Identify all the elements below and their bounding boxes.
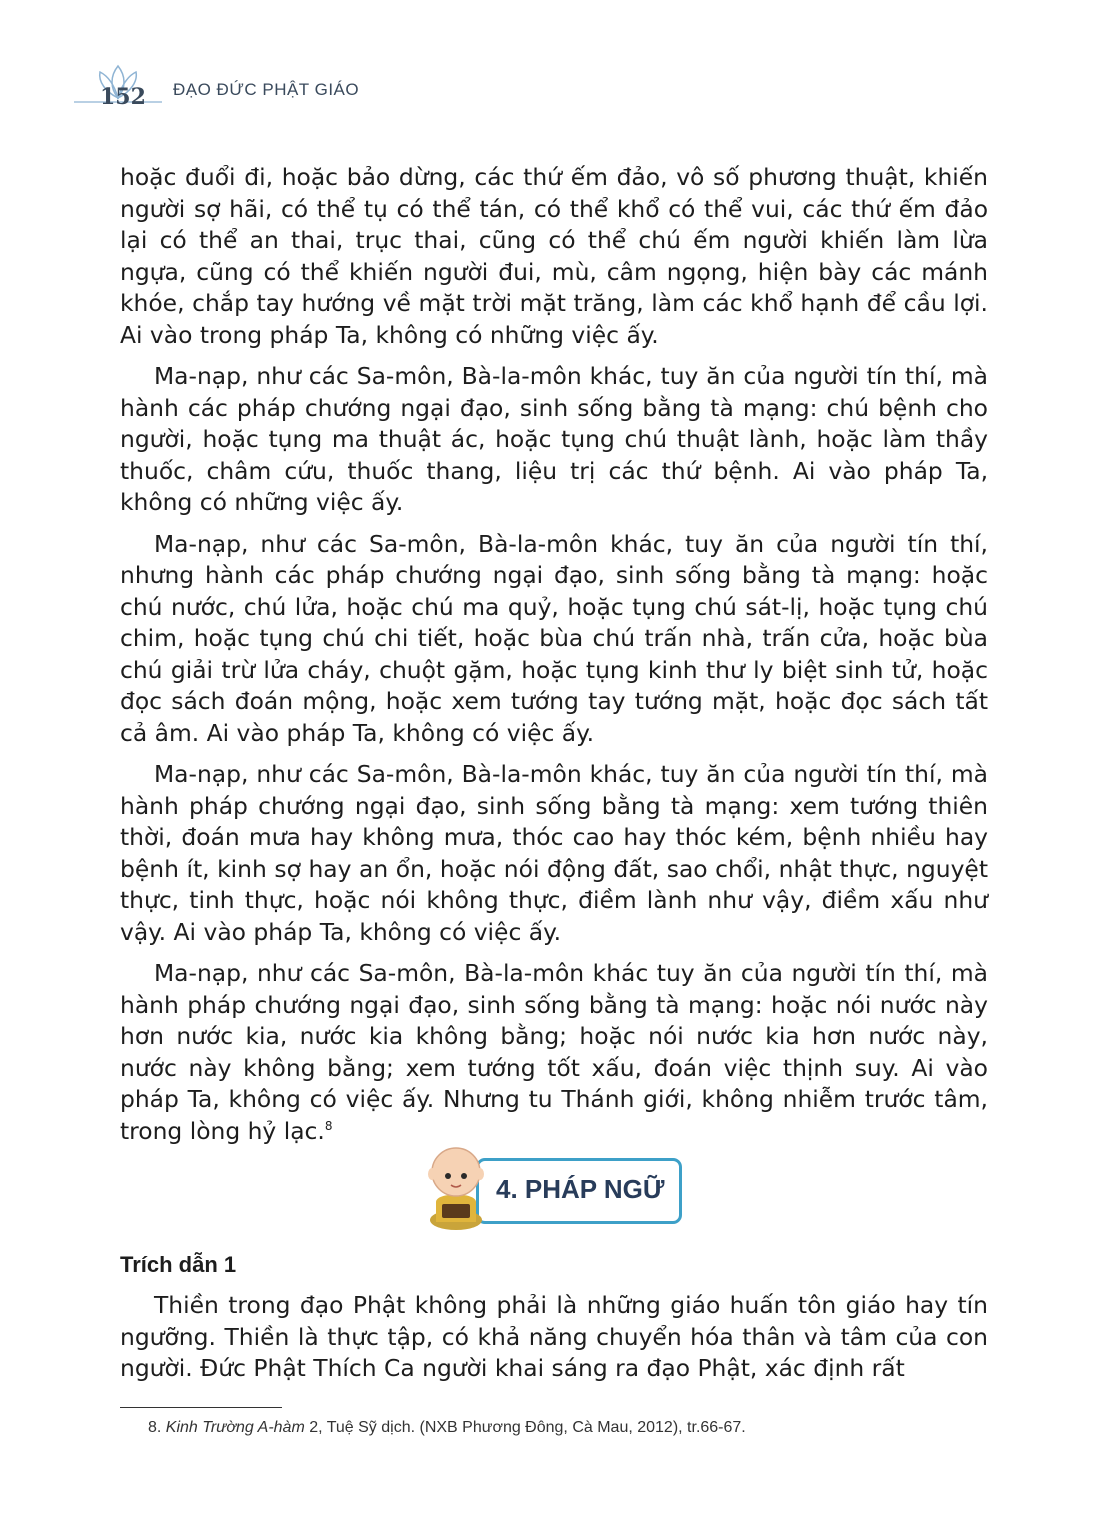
page-number: 152 [100,84,146,110]
quote-title: Trích dẫn 1 [120,1252,237,1277]
footnote-source-title: Kinh Trường A-hàm [165,1419,305,1436]
paragraph: hoặc đuổi đi, hoặc bảo dừng, các thứ ếm đảo, vô số phương thuật, khiến người sợ hãi, có thể tụ có thể tán, có thể khổ có thể vui, các thứ ếm đảo lại có thể an thai, trục thai, cũng có thể chú ếm người khiến làm lừa ngựa, cũng có thể khiến người đui, mù, câm ngọng, hiện bày các mánh khóe, chắp tay hướng về mặt trời mặt trăng, làm các khổ hạnh để cầu lợi. Ai vào trong pháp Ta, không có những việc ấy. [120,163,988,349]
paragraph: Ma-nạp, như các Sa-môn, Bà-la-môn khác tuy ăn của người tín thí, mà hành pháp chướng ngại đạo, sinh sống bằng tà mạng: hoặc nói nước này hơn nước kia, nước kia không bằng; hoặc nói nước kia hơn nước này, nước này không bằng; xem tướng tốt xấu, đoán việc thịnh suy. Ai vào pháp Ta, không có việc ấy. Nhưng tu Thánh giới, không nhiễm trước tâm, trong lòng hỷ lạc. [120,959,988,1145]
monk-reading-icon [418,1140,498,1236]
running-title: ĐẠO ĐỨC PHẬT GIÁO [173,80,360,99]
body-text [120,162,988,1157]
footnote-marker: 8 [324,1118,333,1133]
paragraph: Ma-nạp, như các Sa-môn, Bà-la-môn khác, tuy ăn của người tín thí, nhưng hành các pháp chướng ngại đạo, sinh sống bằng tà mạng: hoặc chú nước, chú lửa, hoặc chú ma quỷ, hoặc tụng chú sát-lị, hoặc tụng chú chim, hoặc tụng chú chi tiết, hoặc bùa chú trấn nhà, trấn cửa, hoặc bùa chú giải trừ lửa cháy, chuột gặm, hoặc tụng kinh thư ly biệt sinh tử, hoặc đọc sách đoán mộng, hoặc xem tướng tay tướng mặt, hoặc đọc sách tất cả âm. Ai vào pháp Ta, không có việc ấy. [120,529,988,747]
quote-text: Thiền trong đạo Phật không phải là những giáo huấn tôn giáo hay tín ngưỡng. Thiền là thực tập, có khả năng chuyển hóa thân và tâm của con người. Đức Phật Thích Ca người khai sáng ra đạo Phật, xác định rất [120,1291,988,1382]
page-header [70,62,490,112]
footnote-details: 2, Tuệ Sỹ dịch. (NXB Phương Đông, Cà Mau, 2012), tr.66-67. [304,1419,746,1436]
paragraph: Ma-nạp, như các Sa-môn, Bà-la-môn khác, tuy ăn của người tín thí, mà hành pháp chướng ngại đạo, sinh sống bằng tà mạng: xem tướng thiên thời, đoán mưa hay không mưa, thóc cao hay thóc kém, bệnh nhiều hay bệnh ít, kinh sợ hay an ổn, hoặc nói động đất, sao chổi, nhật thực, nguyệt thực, tinh thực, hoặc nói không thực, điềm lành như vậy, điềm xấu như vậy. Ai vào pháp Ta, không có việc ấy. [120,760,988,946]
paragraph-with-footnote [120,958,988,1147]
section-badge [418,1140,688,1236]
footnote-number: 8. [148,1419,162,1436]
footnote-divider [120,1407,282,1408]
paragraph: Ma-nạp, như các Sa-môn, Bà-la-môn khác, tuy ăn của người tín thí, mà hành các pháp chướng ngại đạo, sinh sống bằng tà mạng: chú bệnh cho người, hoặc tụng ma thuật ác, hoặc tụng chú thuật lành, hoặc làm thầy thuốc, châm cứu, thuốc thang, liệu trị các thứ bệnh. Ai vào pháp Ta, không có những việc ấy. [120,362,988,516]
section-heading: 4. PHÁP NGỮ [496,1174,665,1204]
footnote [148,1419,988,1437]
